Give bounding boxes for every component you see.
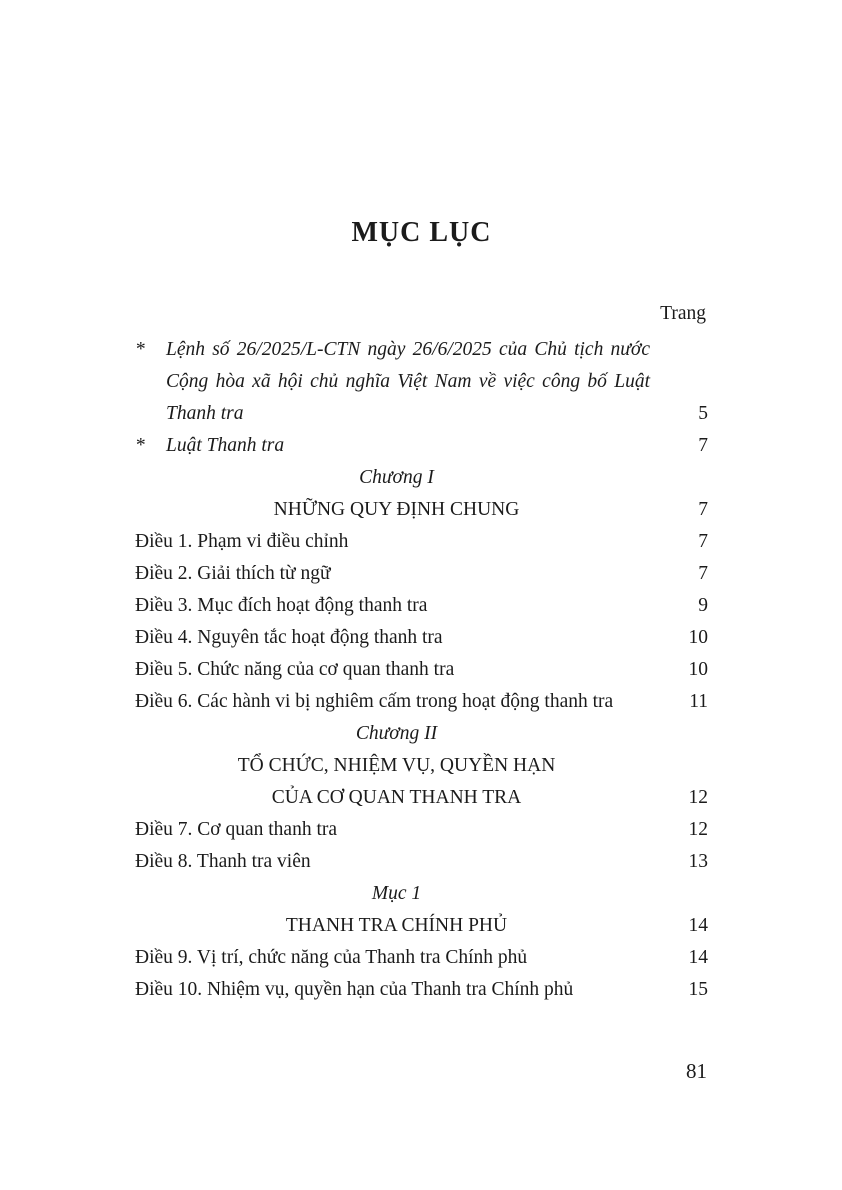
toc-entry (135, 718, 708, 750)
toc-page-number: 7 (698, 435, 708, 456)
toc-entry (135, 846, 708, 878)
toc-entry (135, 622, 708, 654)
toc-entry (135, 558, 708, 590)
toc-entry (135, 974, 708, 1006)
toc-entry-text: Điều 1. Phạm vi điều chỉnh (135, 531, 349, 552)
toc-page-number: 9 (698, 595, 708, 616)
toc-page-number: 10 (688, 659, 708, 680)
toc-page-number: 10 (688, 627, 708, 648)
toc-heading-text: Chương I (359, 467, 434, 488)
toc-heading-text (135, 910, 658, 942)
toc-entry-text: Điều 9. Vị trí, chức năng của Thanh tra Chính phủ (135, 947, 528, 968)
page-column-header: Trang (660, 303, 706, 324)
toc-heading-line: NHỮNG QUY ĐỊNH CHUNG (273, 499, 520, 520)
toc-entry (135, 526, 708, 558)
toc-entry-text: Điều 7. Cơ quan thanh tra (135, 819, 338, 840)
toc-entry (135, 910, 708, 942)
bullet-marker: * (135, 435, 145, 456)
toc-heading-text: Mục 1 (371, 883, 422, 904)
toc-heading-text (135, 494, 658, 526)
toc-page-number: 7 (698, 563, 708, 584)
toc-entry (135, 878, 708, 910)
toc-page-number: 7 (698, 531, 708, 552)
toc-entry-text: Lệnh số 26/2025/L-CTN ngày 26/6/2025 của Chủ tịch nước Cộng hòa xã hội chủ nghĩa Việt Nam về việc công bố Luật Thanh tra (166, 339, 650, 424)
toc-heading-line: CỦA CƠ QUAN THANH TRA (271, 787, 522, 808)
toc-entry-text: Điều 6. Các hành vi bị nghiêm cấm trong hoạt động thanh tra (135, 691, 614, 712)
toc-entry (135, 334, 708, 430)
toc-page-number: 14 (688, 915, 708, 936)
toc-heading-text (135, 750, 658, 814)
toc-entry (135, 654, 708, 686)
toc-page-number: 14 (688, 947, 708, 968)
toc-entry (135, 494, 708, 526)
bullet-marker: * (135, 339, 145, 360)
toc-page-number: 15 (688, 979, 708, 1000)
toc-heading-text: Chương II (355, 723, 438, 744)
toc-entry-text: Điều 8. Thanh tra viên (135, 851, 311, 872)
document-title: MỤC LỤC (351, 217, 492, 248)
page-content (135, 0, 708, 1006)
toc-entry (135, 590, 708, 622)
toc-entry (135, 942, 708, 974)
toc-page-number: 13 (688, 851, 708, 872)
toc-page-number: 5 (698, 403, 708, 424)
toc-heading-line: TỔ CHỨC, NHIỆM VỤ, QUYỀN HẠN (237, 755, 556, 776)
toc-page-number: 11 (689, 691, 708, 712)
toc-entry-text: Điều 5. Chức năng của cơ quan thanh tra (135, 659, 455, 680)
page-number: 81 (686, 1059, 707, 1083)
toc-entry (135, 814, 708, 846)
toc-entry (135, 430, 708, 462)
toc-entry-text: Điều 4. Nguyên tắc hoạt động thanh tra (135, 627, 443, 648)
toc-entry (135, 462, 708, 494)
toc-entry-text: Điều 3. Mục đích hoạt động thanh tra (135, 595, 428, 616)
toc-entry (135, 686, 708, 718)
toc-entry-text: Điều 10. Nhiệm vụ, quyền hạn của Thanh tra Chính phủ (135, 979, 574, 1000)
toc-entry (135, 750, 708, 814)
toc-page-number: 7 (698, 499, 708, 520)
toc-entry-text: Luật Thanh tra (166, 435, 285, 456)
table-of-contents (135, 334, 708, 1006)
toc-heading-line: THANH TRA CHÍNH PHỦ (285, 915, 508, 936)
toc-entry-text: Điều 2. Giải thích từ ngữ (135, 563, 331, 584)
toc-page-number: 12 (688, 819, 708, 840)
toc-page-number: 12 (688, 787, 708, 808)
